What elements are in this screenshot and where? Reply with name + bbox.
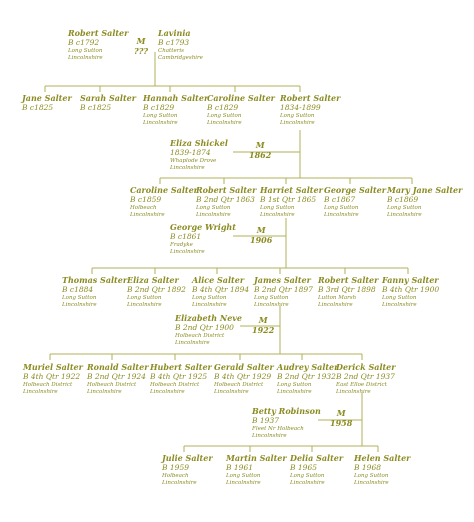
person-born: 1839-1874 bbox=[170, 148, 211, 157]
person-place: Long Sutton bbox=[207, 113, 242, 119]
person-born: B 2nd Qtr 1900 bbox=[175, 323, 234, 332]
person-place: East Elloe District bbox=[336, 382, 387, 388]
person-county: Lincolnshire bbox=[68, 55, 103, 61]
person-delia-salter bbox=[290, 453, 343, 487]
person-name: Caroline Salter bbox=[130, 185, 198, 195]
marriage-5 bbox=[330, 408, 352, 428]
person-born: B 1959 bbox=[162, 463, 189, 472]
person-born: B c1884 bbox=[62, 285, 94, 294]
person-born: B 4th Qtr 1925 bbox=[150, 372, 208, 381]
marriage-3 bbox=[250, 225, 272, 245]
person-county: Lincolnshire bbox=[143, 120, 178, 126]
person-name: Betty Robinson bbox=[252, 406, 321, 416]
marriage-label: M bbox=[336, 408, 346, 418]
person-place: Long Sutton bbox=[260, 205, 295, 211]
person-derick-salter bbox=[336, 362, 395, 396]
person-born: B 2nd Qtr 1924 bbox=[87, 372, 146, 381]
marriage-year: 1862 bbox=[249, 150, 272, 160]
person-sarah-salter bbox=[80, 93, 136, 113]
person-born: B 4th Qtr 1922 bbox=[23, 372, 81, 381]
person-born: B c1829 bbox=[143, 103, 175, 112]
person-born: B c1792 bbox=[68, 38, 100, 47]
person-name: Muriel Salter bbox=[23, 362, 83, 372]
person-county: Lincolnshire bbox=[175, 340, 210, 346]
person-place: Lutton Marsh bbox=[318, 295, 357, 301]
person-place: Holbeach District bbox=[175, 333, 225, 339]
person-county: Lincolnshire bbox=[280, 120, 315, 126]
person-name: Robert Salter bbox=[68, 28, 129, 38]
person-born: B c1793 bbox=[158, 38, 190, 47]
person-county: Lincolnshire bbox=[127, 302, 162, 308]
person-place: Long Sutton bbox=[280, 113, 315, 119]
person-george-salter bbox=[324, 185, 386, 219]
person-born: B c1825 bbox=[80, 103, 112, 112]
person-muriel-salter bbox=[23, 362, 83, 396]
person-place: Whaplode Drove bbox=[170, 158, 217, 164]
person-county: Lincolnshire bbox=[252, 433, 287, 439]
person-county: Lincolnshire bbox=[354, 480, 389, 486]
person-gerald-salter bbox=[214, 362, 274, 396]
person-george-wright bbox=[170, 222, 236, 256]
person-county: Lincolnshire bbox=[87, 389, 122, 395]
person-caroline-salter-2 bbox=[130, 185, 198, 219]
marriage-label: M bbox=[136, 36, 146, 46]
person-name: Lavinia bbox=[158, 28, 191, 38]
person-county: Lincolnshire bbox=[226, 480, 261, 486]
person-name: Julie Salter bbox=[162, 453, 213, 463]
person-name: George Salter bbox=[324, 185, 386, 195]
person-county: Cambridgeshire bbox=[158, 55, 203, 61]
person-name: Harriet Salter bbox=[260, 185, 323, 195]
person-martin-salter bbox=[226, 453, 287, 487]
person-ronald-salter bbox=[87, 362, 148, 396]
person-place: Long Sutton bbox=[387, 205, 422, 211]
person-name: James Salter bbox=[254, 275, 311, 285]
person-robert-salter-2 bbox=[280, 93, 340, 127]
person-born: B 2nd Qtr 1892 bbox=[127, 285, 186, 294]
person-name: Helen Salter bbox=[354, 453, 411, 463]
person-place: Holbeach District bbox=[87, 382, 137, 388]
person-born: B c1867 bbox=[324, 195, 356, 204]
person-name: Robert Salter bbox=[280, 93, 341, 103]
person-born: B c1859 bbox=[130, 195, 162, 204]
person-name: Alice Salter bbox=[192, 275, 245, 285]
person-county: Lincolnshire bbox=[162, 480, 197, 486]
person-hubert-salter bbox=[150, 362, 212, 396]
person-name: Robert Salter bbox=[318, 275, 379, 285]
person-name: Fanny Salter bbox=[382, 275, 439, 285]
person-name: Elizabeth Neve bbox=[175, 313, 243, 323]
person-county: Lincolnshire bbox=[196, 212, 231, 218]
person-county: Lincolnshire bbox=[170, 165, 205, 171]
person-place: Holbeach District bbox=[23, 382, 73, 388]
person-jane-salter bbox=[22, 93, 72, 113]
person-alice-salter bbox=[192, 275, 249, 309]
person-james-salter bbox=[254, 275, 313, 309]
person-county: Lincolnshire bbox=[318, 302, 353, 308]
person-born: B 1st Qtr 1865 bbox=[260, 195, 317, 204]
person-name: Martin Salter bbox=[226, 453, 287, 463]
person-county: Lincolnshire bbox=[382, 302, 417, 308]
person-audrey-salter bbox=[277, 362, 338, 396]
person-county: Lincolnshire bbox=[277, 389, 312, 395]
person-name: Hubert Salter bbox=[150, 362, 212, 372]
person-eliza-salter bbox=[127, 275, 186, 309]
person-place: Long Sutton bbox=[324, 205, 359, 211]
person-place: Holbeach District bbox=[150, 382, 200, 388]
person-place: Fradyke bbox=[170, 242, 193, 248]
marriage-label: M bbox=[258, 315, 268, 325]
person-place: Holbeach bbox=[162, 473, 189, 479]
person-place: Long Sutton bbox=[254, 295, 289, 301]
person-name: Thomas Salter bbox=[62, 275, 128, 285]
person-place: Chatteris bbox=[158, 48, 184, 54]
person-elizabeth-neve bbox=[175, 313, 242, 347]
person-name: Audrey Salter bbox=[277, 362, 339, 372]
person-thomas-salter bbox=[62, 275, 127, 309]
person-name: Derick Salter bbox=[336, 362, 396, 372]
person-born: B 4th Qtr 1894 bbox=[192, 285, 250, 294]
marriage-label: M bbox=[256, 225, 266, 235]
person-county: Lincolnshire bbox=[150, 389, 185, 395]
person-born: B 2nd Qtr 1932 bbox=[277, 372, 336, 381]
person-name: Caroline Salter bbox=[207, 93, 275, 103]
person-born: B 1968 bbox=[354, 463, 381, 472]
person-born: B 2nd Qtr 1937 bbox=[336, 372, 395, 381]
person-county: Lincolnshire bbox=[260, 212, 295, 218]
marriage-year: 1958 bbox=[330, 418, 353, 428]
person-born: 1834-1899 bbox=[280, 103, 321, 112]
person-born: B 4th Qtr 1929 bbox=[214, 372, 272, 381]
marriage-year: ??? bbox=[134, 46, 149, 56]
person-place: Long Sutton bbox=[143, 113, 178, 119]
person-born: B 3rd Qtr 1898 bbox=[318, 285, 376, 294]
person-born: B 2nd Qtr 1897 bbox=[254, 285, 313, 294]
person-born: B 1961 bbox=[226, 463, 253, 472]
person-place: Long Sutton bbox=[62, 295, 97, 301]
marriage-1 bbox=[134, 36, 148, 56]
person-name: Delia Salter bbox=[290, 453, 344, 463]
person-place: Holbeach District bbox=[214, 382, 264, 388]
person-robert-salter-3 bbox=[196, 185, 256, 219]
person-place: Long Sutton bbox=[226, 473, 261, 479]
person-harriet-salter bbox=[260, 185, 323, 219]
person-place: Long Sutton bbox=[277, 382, 312, 388]
person-born: B 4th Qtr 1900 bbox=[382, 285, 440, 294]
person-robert-salter-4 bbox=[318, 275, 378, 309]
person-name: Robert Salter bbox=[196, 185, 257, 195]
person-name: Mary Jane Salter bbox=[387, 185, 463, 195]
person-caroline-salter-1 bbox=[207, 93, 275, 127]
marriage-2 bbox=[249, 140, 271, 160]
person-county: Lincolnshire bbox=[192, 302, 227, 308]
person-place: Long Sutton bbox=[196, 205, 231, 211]
person-county: Lincolnshire bbox=[62, 302, 97, 308]
person-place: Holbeach bbox=[130, 205, 157, 211]
person-place: Long Sutton bbox=[382, 295, 417, 301]
marriage-4 bbox=[252, 315, 274, 335]
person-place: Long Sutton bbox=[68, 48, 103, 54]
person-place: Long Sutton bbox=[127, 295, 162, 301]
person-county: Lincolnshire bbox=[387, 212, 422, 218]
person-county: Lincolnshire bbox=[336, 389, 371, 395]
person-betty-robinson bbox=[252, 406, 321, 440]
person-helen-salter bbox=[354, 453, 410, 487]
person-place: Long Sutton bbox=[192, 295, 227, 301]
marriage-year: 1906 bbox=[250, 235, 273, 245]
person-county: Lincolnshire bbox=[170, 249, 205, 255]
person-born: B c1825 bbox=[22, 103, 54, 112]
person-place: Fleet Nr Holbeach bbox=[252, 426, 304, 432]
person-fanny-salter bbox=[382, 275, 439, 309]
person-county: Lincolnshire bbox=[130, 212, 165, 218]
person-born: B 1965 bbox=[290, 463, 317, 472]
person-name: Ronald Salter bbox=[87, 362, 149, 372]
person-county: Lincolnshire bbox=[290, 480, 325, 486]
person-place: Long Sutton bbox=[290, 473, 325, 479]
person-born: B c1861 bbox=[170, 232, 202, 241]
person-julie-salter bbox=[162, 453, 213, 487]
person-born: B c1869 bbox=[387, 195, 419, 204]
person-hannah-salter bbox=[143, 93, 208, 127]
person-county: Lincolnshire bbox=[214, 389, 249, 395]
person-county: Lincolnshire bbox=[254, 302, 289, 308]
person-county: Lincolnshire bbox=[23, 389, 58, 395]
person-name: George Wright bbox=[170, 222, 236, 232]
person-name: Sarah Salter bbox=[80, 93, 136, 103]
person-mary-jane-salter bbox=[387, 185, 462, 219]
person-born: B c1829 bbox=[207, 103, 239, 112]
marriage-year: 1922 bbox=[252, 325, 275, 335]
person-name: Gerald Salter bbox=[214, 362, 274, 372]
person-name: Hannah Salter bbox=[143, 93, 209, 103]
marriage-label: M bbox=[255, 140, 265, 150]
person-eliza-shickel bbox=[170, 138, 228, 172]
person-robert-salter-1 bbox=[68, 28, 128, 62]
person-name: Eliza Shickel bbox=[170, 138, 228, 148]
person-county: Lincolnshire bbox=[324, 212, 359, 218]
person-name: Eliza Salter bbox=[127, 275, 179, 285]
person-born: B 2nd Qtr 1863 bbox=[196, 195, 255, 204]
person-county: Lincolnshire bbox=[207, 120, 242, 126]
person-born: B 1937 bbox=[252, 416, 279, 425]
person-lavinia bbox=[158, 28, 203, 62]
person-name: Jane Salter bbox=[22, 93, 72, 103]
person-place: Long Sutton bbox=[354, 473, 389, 479]
